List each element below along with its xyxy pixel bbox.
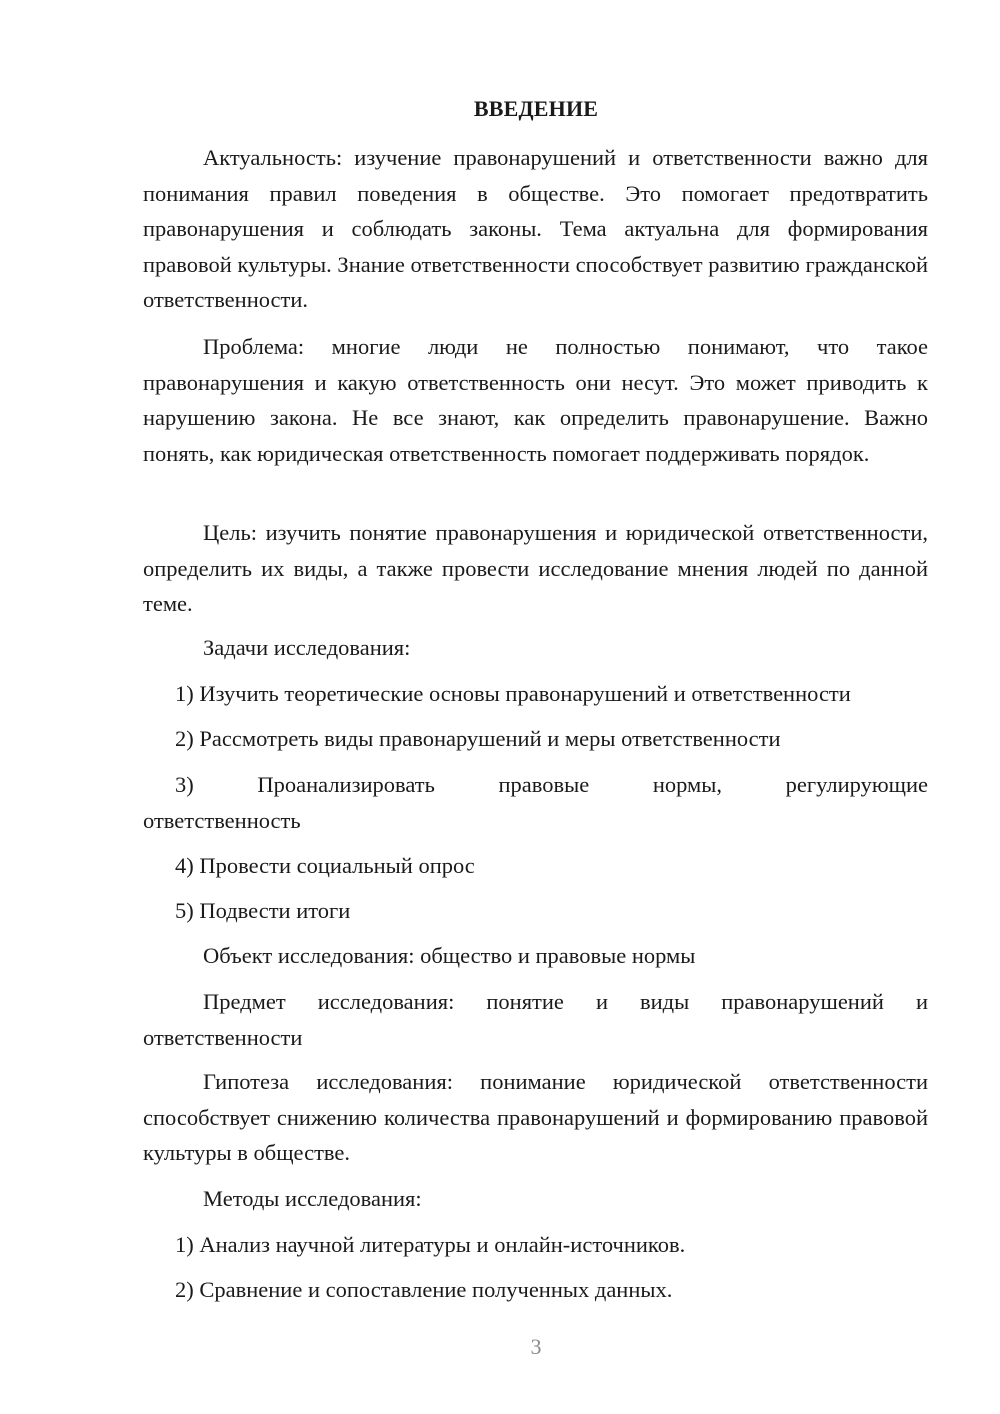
relevance-paragraph: Актуальность: изучение правонарушений и ответственности важно для понимания правил поведения в обществе. Это помогает предотвратить правонарушения и соблюдать законы. Тема актуальна для формирования правовой культуры. Знание ответственности способствует развитию гражданской ответственности. [143, 145, 928, 312]
tasks-heading: Задачи исследования: [203, 635, 411, 660]
task-item-5: 5) Подвести итоги [175, 898, 351, 923]
method-item-1: 1) Анализ научной литературы и онлайн-источников. [175, 1232, 686, 1257]
hypothesis-paragraph: Гипотеза исследования: понимание юридической ответственности способствует снижению количества правонарушений и формированию правовой культуры в обществе. [143, 1069, 928, 1165]
goal-paragraph: Цель: изучить понятие правонарушения и юридической ответственности, определить их виды, а также провести исследование мнения людей по данной теме. [143, 520, 928, 616]
section-title: ВВЕДЕНИЕ [473, 96, 599, 121]
object-line: Объект исследования: общество и правовые нормы [203, 943, 696, 968]
task-item-3: 3) Проанализировать правовые нормы, регулирующие ответственность [143, 772, 928, 833]
methods-heading: Методы исследования: [203, 1186, 422, 1211]
subject-paragraph: Предмет исследования: понятие и виды правонарушений и ответственности [143, 989, 928, 1050]
task-item-2: 2) Рассмотреть виды правонарушений и меры ответственности [175, 726, 781, 751]
problem-paragraph: Проблема: многие люди не полностью понимают, что такое правонарушения и какую ответственность они несут. Это может приводить к нарушению закона. Не все знают, как определить правонарушение. Важно понять, как юридическая ответственность помогает поддерживать порядок. [143, 334, 928, 466]
method-item-2: 2) Сравнение и сопоставление полученных данных. [175, 1277, 673, 1302]
page-number: 3 [530, 1334, 542, 1359]
task-item-4: 4) Провести социальный опрос [175, 853, 475, 878]
task-item-1: 1) Изучить теоретические основы правонарушений и ответственности [175, 681, 851, 706]
